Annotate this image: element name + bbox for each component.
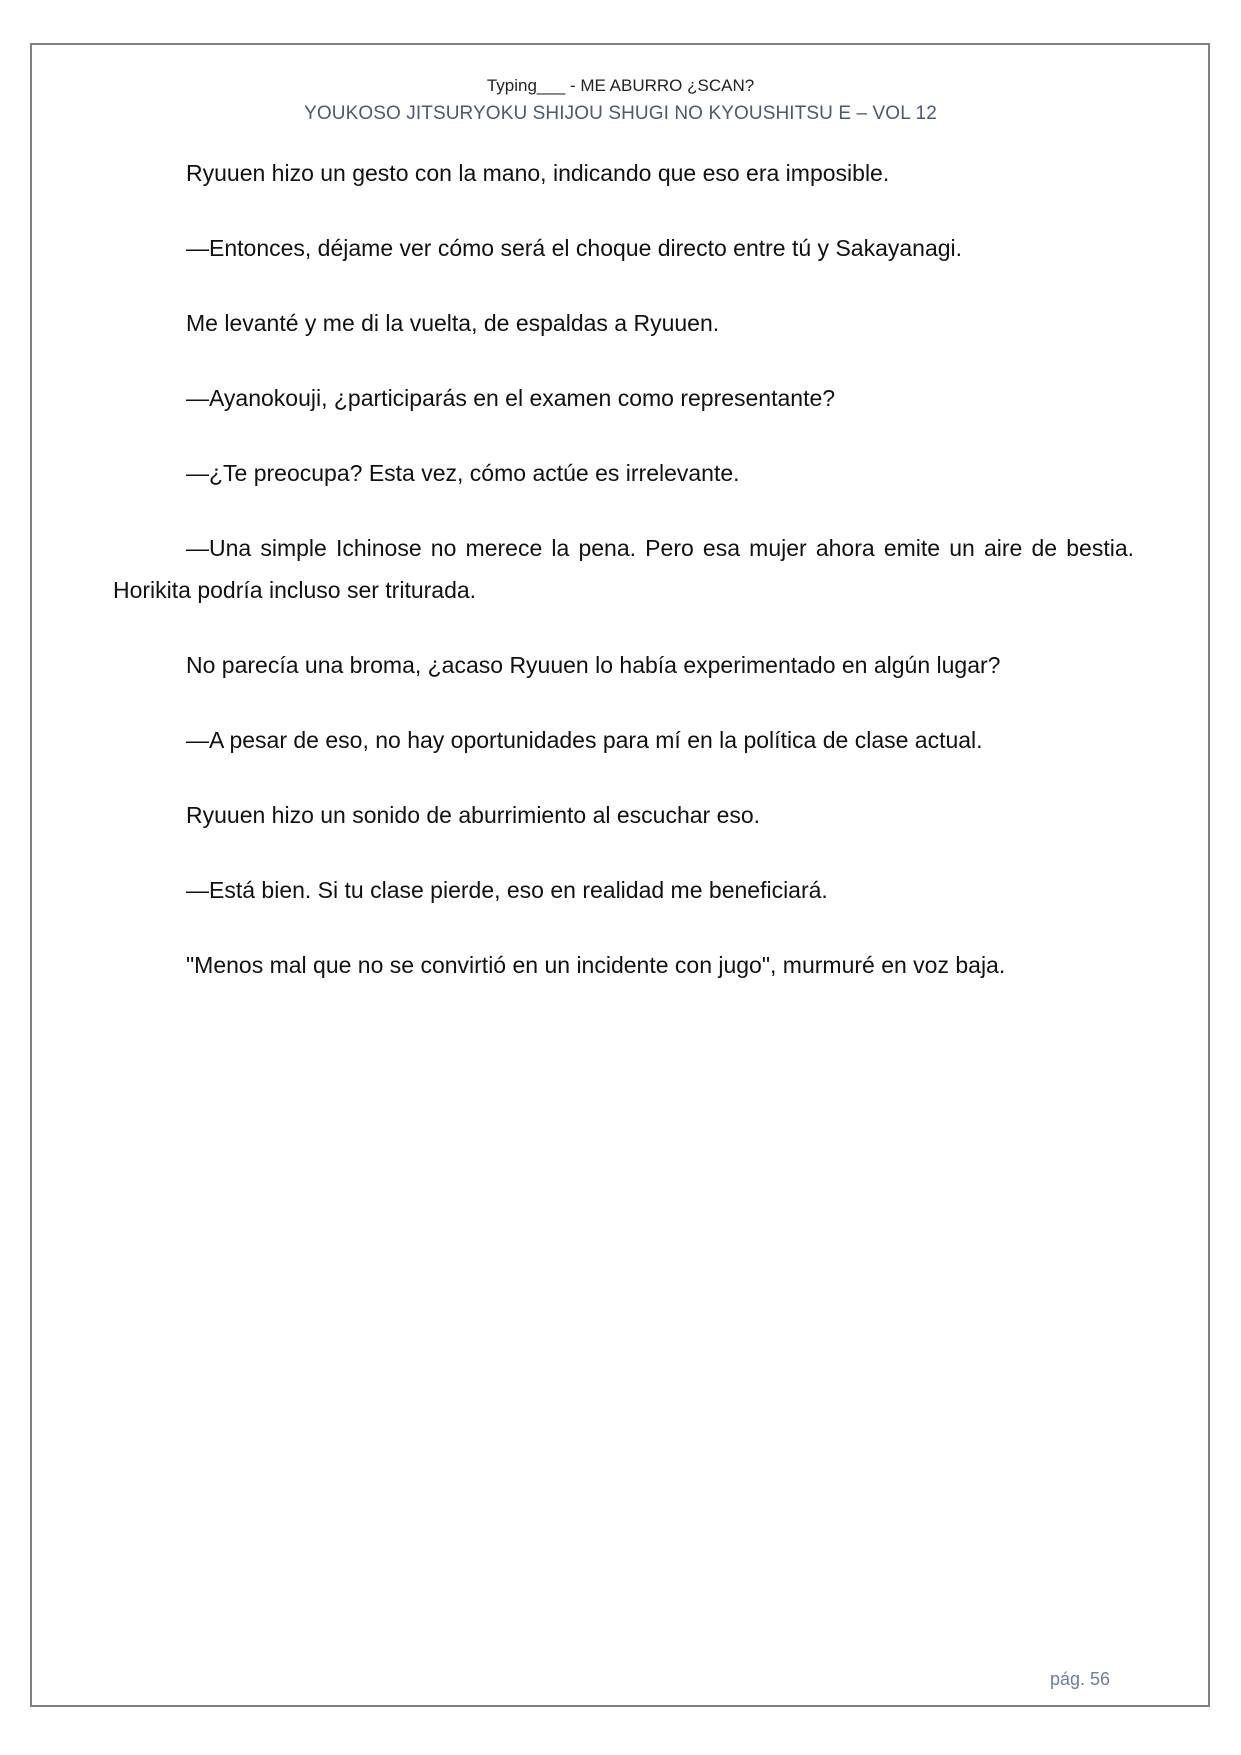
header-scan-credit: Typing___ - ME ABURRO ¿SCAN? <box>486 76 755 95</box>
paragraph: —¿Te preocupa? Esta vez, cómo actúe es irrelevante. <box>186 460 740 486</box>
paragraph: —Está bien. Si tu clase pierde, eso en realidad me beneficiará. <box>186 877 828 903</box>
page-number: pág. 56 <box>1050 1669 1111 1689</box>
paragraph: Ryuuen hizo un gesto con la mano, indicando que eso era imposible. <box>186 160 890 186</box>
paragraph: Me levanté y me di la vuelta, de espaldas a Ryuuen. <box>186 310 720 336</box>
paragraph: —Ayanokouji, ¿participarás en el examen como representante? <box>186 385 836 411</box>
paragraph: —Una simple Ichinose no merece la pena. Pero esa mujer ahora emite un aire de bestia. Horikita podría incluso ser triturada. <box>113 535 1134 603</box>
paragraph: —Entonces, déjame ver cómo será el choque directo entre tú y Sakayanagi. <box>186 235 963 261</box>
paragraph: No parecía una broma, ¿acaso Ryuuen lo había experimentado en algún lugar? <box>186 652 1001 678</box>
paragraph: —A pesar de eso, no hay oportunidades para mí en la política de clase actual. <box>186 727 983 753</box>
paragraph: Ryuuen hizo un sonido de aburrimiento al escuchar eso. <box>186 802 761 828</box>
document-body <box>113 152 1134 986</box>
header-book-title: YOUKOSO JITSURYOKU SHIJOU SHUGI NO KYOUSHITSU E – VOL 12 <box>304 103 937 124</box>
paragraph: "Menos mal que no se convirtió en un incidente con jugo", murmuré en voz baja. <box>186 952 1006 978</box>
